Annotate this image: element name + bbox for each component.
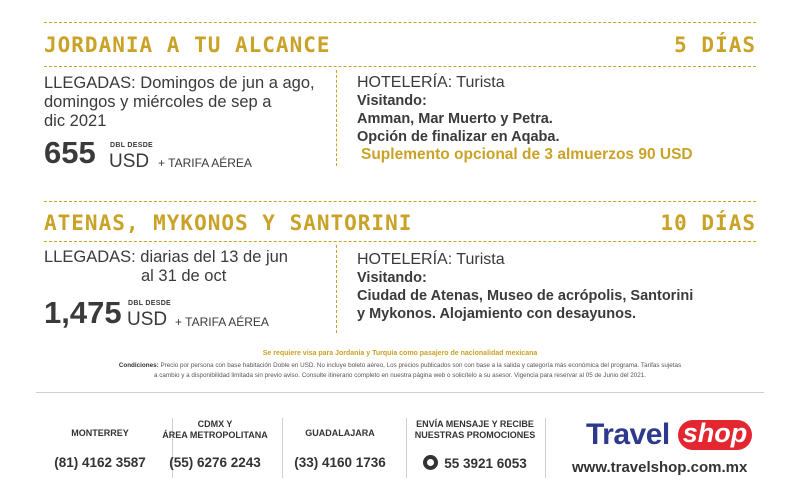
whatsapp-phone[interactable]: [400, 455, 550, 471]
visa-note: Se requiere visa para Jordania y Turquía como pasajero de nacionalidad mexicana: [262, 350, 538, 357]
divider-top: [44, 201, 756, 202]
footer-divider: [36, 392, 764, 393]
promo-line: ENVÍA MENSAJE Y RECIBE: [416, 419, 534, 429]
logo-travel-text: Travel: [586, 418, 670, 451]
logo-shop-badge: [678, 420, 752, 450]
office-phone-guadalajara[interactable]: (33) 4160 1736: [294, 455, 386, 470]
office-city-line: ÁREA METROPOLITANA: [162, 430, 268, 440]
tour-atenas: [44, 201, 756, 341]
visiting-label: Visitando:: [357, 93, 427, 109]
conditions-text: [60, 361, 740, 380]
whatsapp-promo-label: [400, 419, 550, 441]
conditions-line: a cambio y a disponibilidad limitada sin previo aviso. Consulte itinerario completo en nuestra página web o solicítelo a su asesor. Vigencia para reservar al 05 de Junio del 2021.: [153, 371, 647, 379]
price-amount: 655: [44, 135, 96, 170]
visiting-places: [357, 110, 560, 146]
divider-title: [44, 66, 756, 67]
column-divider: [336, 70, 337, 166]
tour-jordania: [44, 22, 756, 172]
visiting-label: Visitando:: [357, 270, 427, 286]
arrivals-line: LLEGADAS: Domingos de jun a ago,: [44, 74, 315, 92]
column-divider: [336, 245, 337, 333]
visiting-line: Amman, Mar Muerto y Petra.: [357, 111, 553, 127]
visiting-line: Opción de finalizar en Aqaba.: [357, 129, 560, 145]
tour-title: JORDANIA A TU ALCANCE: [44, 33, 331, 57]
price-basis: DBL DESDE: [110, 142, 154, 149]
visiting-line: Ciudad de Atenas, Museo de acrópolis, Santorini: [357, 288, 694, 304]
tour-duration: 10 DÍAS: [660, 211, 756, 235]
visiting-line: y Mykonos. Alojamiento con desayunos.: [357, 306, 637, 322]
logo-shop-text: shop: [682, 418, 748, 448]
whatsapp-icon: [423, 455, 438, 470]
divider-title: [44, 241, 756, 242]
tour-duration: 5 DÍAS: [674, 33, 756, 57]
office-phone-monterrey[interactable]: (81) 4162 3587: [54, 455, 146, 470]
arrivals-line: domingos y miércoles de sep a: [44, 93, 272, 111]
price-currency: USD: [127, 309, 168, 330]
arrivals-text: [44, 74, 315, 131]
arrivals-text: [44, 248, 288, 286]
divider-top: [44, 22, 756, 23]
office-city-guadalajara: GUADALAJARA: [305, 428, 375, 438]
price-basis: DBL DESDE: [128, 300, 172, 307]
website-link[interactable]: www.travelshop.com.mx: [572, 459, 748, 476]
airfare-note: + TARIFA AÉREA: [158, 156, 252, 170]
airfare-note: + TARIFA AÉREA: [175, 315, 269, 329]
price-currency: USD: [109, 151, 150, 172]
arrivals-line: al 31 de oct: [141, 267, 227, 285]
hotel-category: HOTELERÍA: Turista: [357, 251, 505, 268]
office-city-line: CDMX Y: [197, 419, 233, 429]
conditions-line: Precio por persona con base habitación Doble en USD. No incluye boleto aéreo, Los precios publicados son con base a la salida y categoría más económica del programa. Tarifas sujetas: [160, 362, 682, 369]
office-city-cdmx: [140, 419, 290, 441]
visiting-places: [357, 287, 693, 323]
footer-separator: [545, 418, 546, 478]
office-phone-cdmx[interactable]: (55) 6276 2243: [169, 455, 261, 470]
arrivals-line: dic 2021: [44, 112, 107, 130]
hotel-category: HOTELERÍA: Turista: [357, 74, 505, 91]
promo-line: NUESTRAS PROMOCIONES: [414, 430, 536, 440]
supplement-note: Suplemento opcional de 3 almuerzos 90 USD: [361, 146, 693, 163]
price-amount: 1,475: [44, 295, 122, 330]
conditions-label: Condiciones:: [118, 362, 159, 369]
whatsapp-number: 55 3921 6053: [444, 456, 527, 471]
office-city-monterrey: MONTERREY: [71, 428, 129, 438]
tour-title: ATENAS, MYKONOS Y SANTORINI: [44, 211, 413, 235]
arrivals-line: LLEGADAS: diarias del 13 de jun: [44, 248, 288, 266]
